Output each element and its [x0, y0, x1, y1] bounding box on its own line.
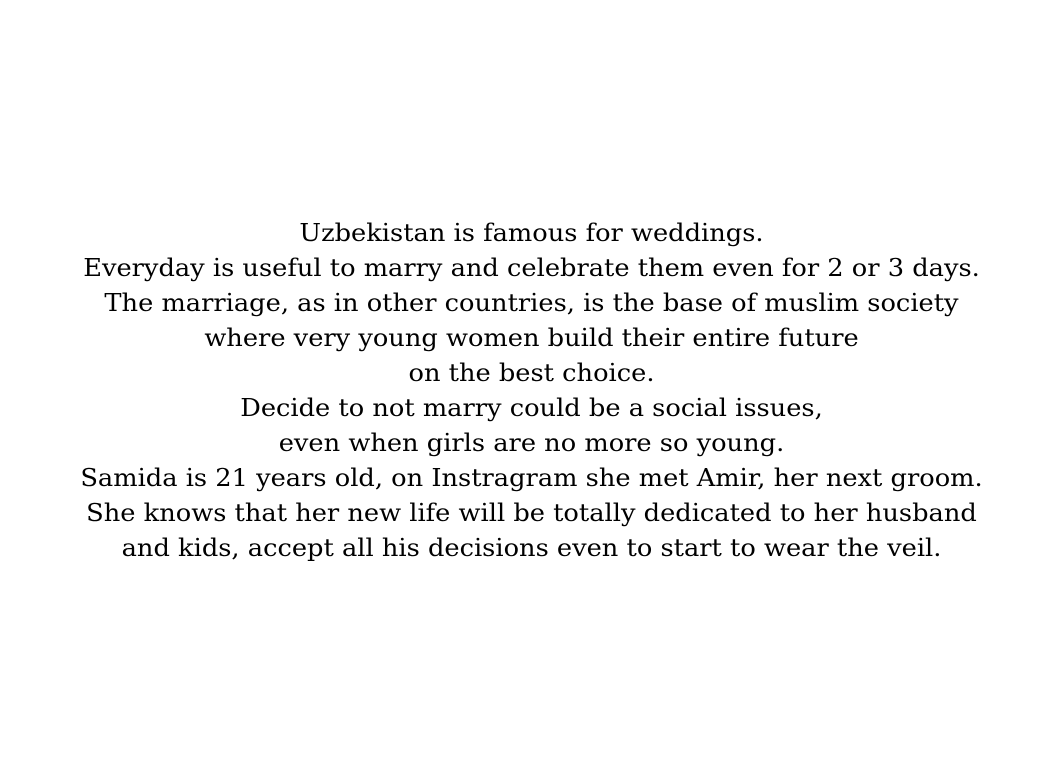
- caption-text-block: [0, 216, 1063, 566]
- text-line: on the best choice.: [408, 359, 655, 387]
- text-line: She knows that her new life will be totally dedicated to her husband: [86, 499, 977, 527]
- text-line: Everyday is useful to marry and celebrate them even for 2 or 3 days.: [83, 254, 980, 282]
- text-line: and kids, accept all his decisions even to start to wear the veil.: [121, 534, 942, 562]
- text-line: Decide to not marry could be a social issues,: [240, 394, 823, 422]
- text-line: The marriage, as in other countries, is the base of muslim society: [104, 289, 959, 317]
- text-line: even when girls are no more so young.: [278, 429, 785, 457]
- text-line: Samida is 21 years old, on Instragram she met Amir, her next groom.: [80, 464, 983, 492]
- text-line: Uzbekistan is famous for weddings.: [299, 219, 764, 247]
- text-line: where very young women build their entire future: [204, 324, 859, 352]
